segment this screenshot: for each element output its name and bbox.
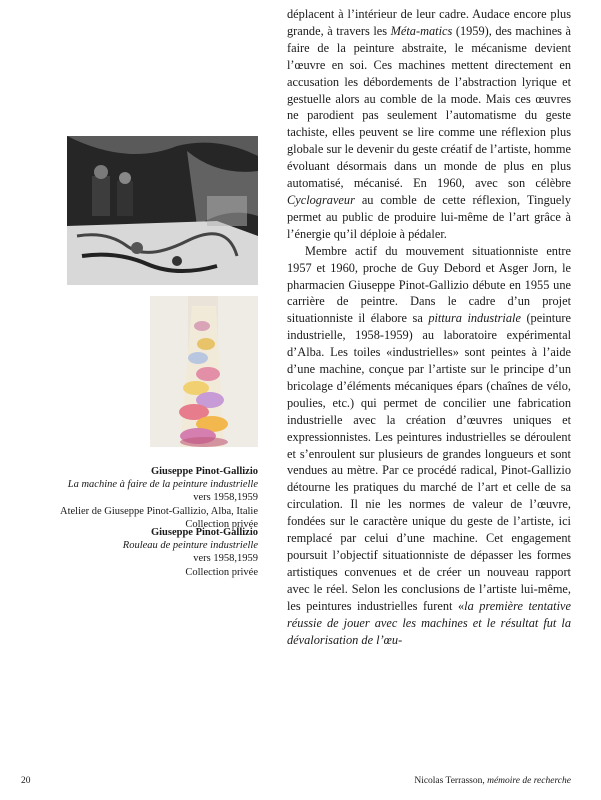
caption-title: La machine à faire de la peinture industrielle bbox=[67, 479, 258, 491]
caption-artist: Giuseppe Pinot-Gallizio bbox=[150, 527, 258, 538]
footer-author: Nicolas Terrasson, bbox=[414, 776, 485, 786]
text-run-italic: pittura industriale bbox=[428, 311, 521, 326]
body-text-column bbox=[287, 6, 571, 648]
painting-machine-illustration bbox=[67, 136, 258, 285]
caption-date: vers 1958,1959 bbox=[193, 492, 258, 504]
paragraph-tinguely bbox=[287, 6, 571, 243]
caption-painting-machine bbox=[20, 465, 258, 531]
caption-date: vers 1958,1959 bbox=[193, 553, 258, 565]
text-run: (1959), des machines à faire de la peinture abstraite, le mécanisme devient l’œuvre en soi. Ces machines mettent directement en accusation les débordements de l’abstraction lyrique et gestuelle alors au comble de la mode. Mais ces œuvres ne parodient pas seulement l’automatisme du geste tachiste, elles peuvent se lire comme une réflexion plus globale sur le devenir du geste créatif de l’artiste, homme évoluant désormais dans un monde de plus en plus automatisé, mécanisé. En 1960, avec son célèbre bbox=[287, 23, 571, 191]
caption-collection: Collection privée bbox=[185, 566, 258, 578]
text-run-italic: Méta-matics bbox=[390, 23, 453, 38]
caption-collection: Collection privée bbox=[185, 518, 258, 530]
running-footer bbox=[414, 775, 571, 787]
text-run: (peinture industrielle, 1958-1959) au laboratoire expérimental d’Alba. Les toiles «industrielles» sont peintes à l’aide d’une machine, conçue par l’artiste sur le principe d’un bricolage d’éléments mécaniques épars (chaînes de vélo, poulies, etc.) qui permet de concilier une fabrication industrielle avec la création d’œuvres uniques et expressionnistes. Les peintures industrielles se déroulent et s’enroulent sur plusieurs de grandes longueurs et sont vendues au mètre. Par ce procédé radical, Pinot-Gallizio détourne les pratiques du marché de l’art et celle de sa circulation. Il nie les normes de valeur de l’œuvre, fondées sur le caractère unique du geste de l’artiste, ici remplacé par celui d’une machine. Cet engagement poursuit l’objectif situationniste de dépasser les formes artistiques convenues et de créer un nouveau rapport avec le réel. Selon les conclusions de l’artiste lui-même, les peintures industrielles furent « bbox=[287, 311, 571, 613]
page-number: 20 bbox=[21, 776, 31, 786]
text-run-italic: la première tentative réussie de jouer avec les machines et le résultat fut la dévalorisation de l’œu- bbox=[287, 598, 571, 647]
photo-painting-machine bbox=[67, 136, 258, 285]
caption-artist: Giuseppe Pinot-Gallizio bbox=[150, 466, 258, 477]
photo-paint-roll bbox=[150, 296, 258, 447]
paragraph-pinot-gallizio bbox=[287, 243, 571, 649]
paint-roll-illustration bbox=[150, 296, 258, 447]
text-run: déplacent à l’intérieur de leur cadre. Audace encore plus grande, à travers les bbox=[287, 7, 571, 38]
caption-title: Rouleau de peinture industrielle bbox=[122, 540, 258, 552]
text-run-italic: Cyclograveur bbox=[287, 192, 355, 207]
caption-paint-roll bbox=[20, 526, 258, 579]
footer-subtitle: mémoire de recherche bbox=[487, 776, 571, 786]
text-run: au comble de cette réflexion, Tinguely permet au public de produire lui-même de l’art grâce à l’énergie qu’il déploie à pédaler. bbox=[287, 192, 571, 241]
text-run: Membre actif du mouvement situationniste entre 1957 et 1960, proche de Guy Debord et Asger Jorn, le pharmacien Giuseppe Pinot-Gallizio débute en 1955 une carrière de peintre. Dans le cadre d’un projet situationniste il élabore sa bbox=[287, 243, 571, 326]
caption-place: Atelier de Giuseppe Pinot-Gallizio, Alba, Italie bbox=[60, 505, 258, 517]
